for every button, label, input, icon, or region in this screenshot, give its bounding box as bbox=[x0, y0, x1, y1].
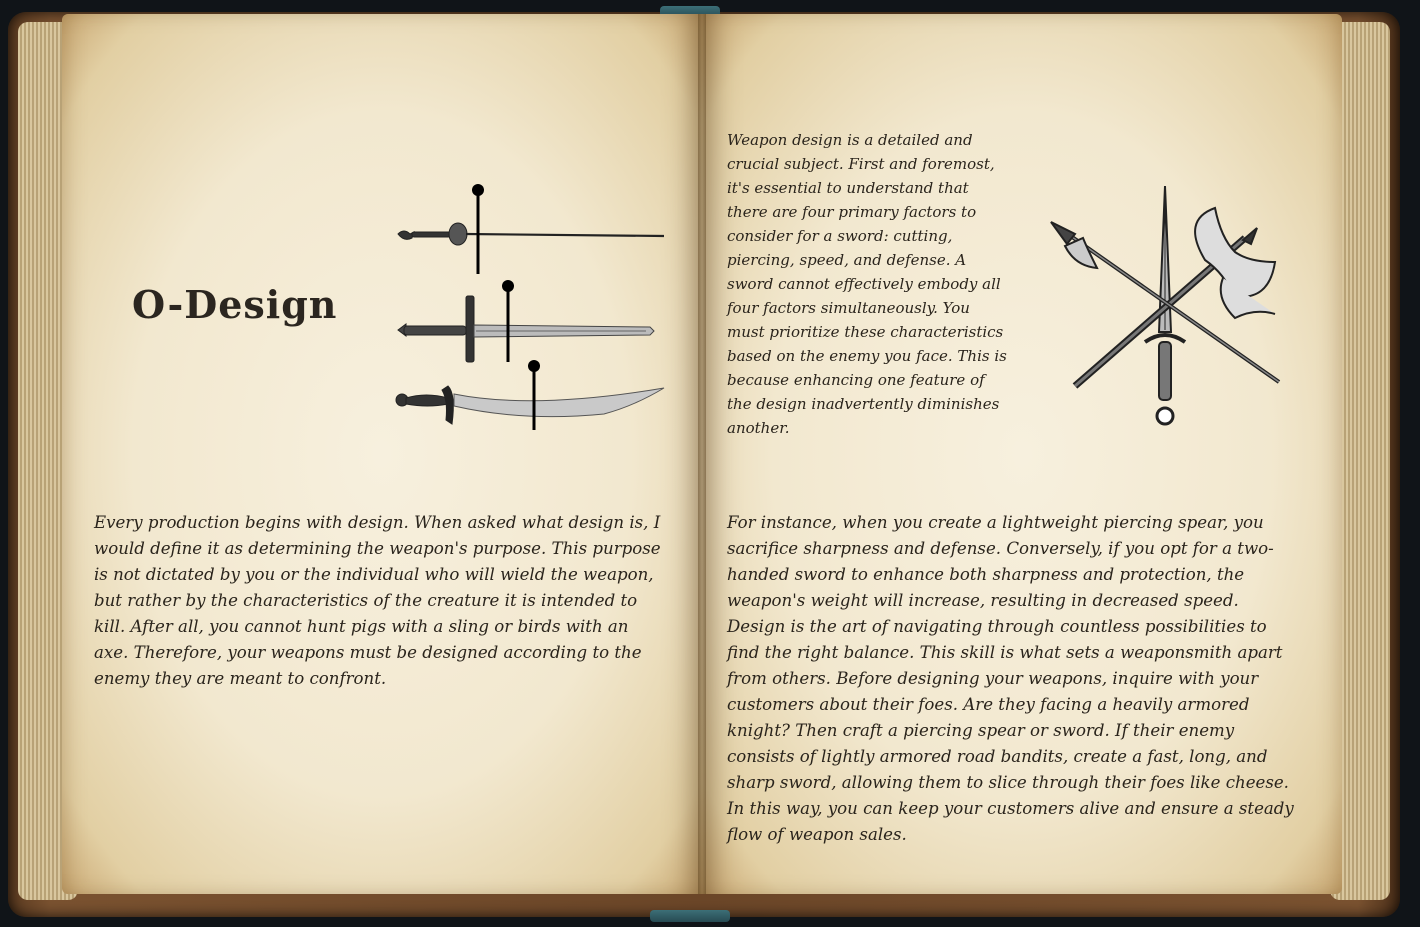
left-page[interactable] bbox=[62, 14, 702, 894]
scimitar-icon bbox=[396, 386, 664, 424]
right-page-intro: Weapon design is a detailed and crucial subject. First and foremost, it's essential to understand that there are four primary factors to consider for a sword: cutting, piercing, speed, and defense. A sword cannot effectively embody all four factors simultaneously. You must prioritize these characteristics based on the enemy you face. This is because enhancing one feature of the design inadvertently diminishes another. bbox=[727, 131, 1007, 437]
left-page-paragraph: Every production begins with design. When asked what design is, I would define it as determining the weapon's purpose. This purpose is not dictated by you or the individual who will wield the weapon, but rather by the characteristics of the creature it is intended to kill. After all, you cannot hunt pigs with a sling or birds with an axe. Therefore, your weapons must be designed according to the enemy they are meant to confront. bbox=[94, 513, 661, 688]
crossed-polearms-icon bbox=[1045, 182, 1285, 432]
bookmark-ribbon-bottom[interactable] bbox=[650, 910, 730, 922]
swords-illustration bbox=[392, 182, 672, 432]
rapier-icon bbox=[398, 223, 664, 245]
chapter-title: O-Design bbox=[132, 282, 338, 327]
right-page-paragraph: For instance, when you create a lightweight piercing spear, you sacrifice sharpness and defense. Conversely, if you opt for a two-handed sword to enhance both sharpness and protection, the weapon's weight will increase, resulting in decreased speed. Design is the art of navigating through countless possibilities to find the right balance. This skill is what sets a weaponsmith apart from others. Before designing your weapons, inquire with your customers about their foes. Are they facing a heavily armored knight? Then craft a piercing spear or sword. If their enemy consists of lightly armored road bandits, create a fast, long, and sharp sword, allowing them to slice through their foes like cheese. In this way, you can keep your customers alive and ensure a steady flow of weapon sales. bbox=[727, 513, 1294, 844]
book-gutter bbox=[698, 14, 706, 894]
longsword-icon bbox=[398, 296, 654, 362]
